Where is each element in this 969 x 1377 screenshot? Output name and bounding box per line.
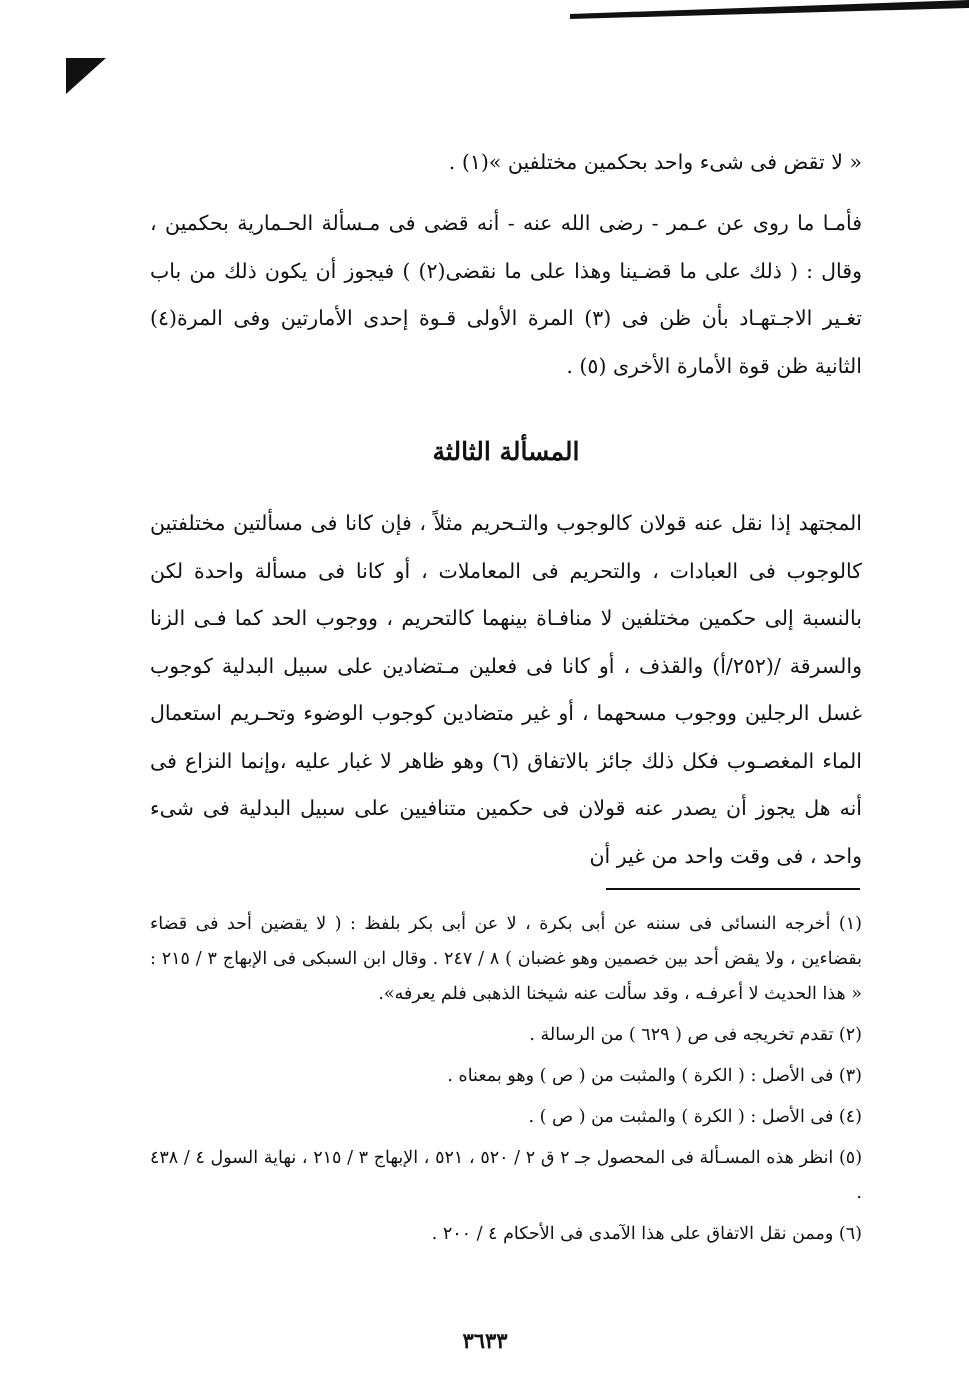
footnote-5: (٥) انظر هذه المسـألة فى المحصول جـ ٢ ق ٢ / ٥٢٠ ، ٥٢١ ، الإبهاج ٣ / ٢١٥ ، نهاية السول ٤ / ٤٣٨ . (150, 1148, 863, 1203)
section-heading: المسألة الثالثة (432, 437, 580, 466)
corner-triangle-mark-icon (66, 58, 106, 94)
scan-edge-bar (570, 0, 969, 19)
footnotes-list (150, 907, 862, 1258)
footnote-separator (606, 888, 860, 890)
paragraph-2: المجتهد إذا نقل عنه قولان كالوجوب والتـحريم مثلاً ، فإن كانا فى مسألتين مختلفتين كالوجوب فى العبادات ، والتحريم فى المعاملات ، أو كانا فى مسألة واحدة لكن بالنسبة إلى حكمين مختلفين لا منافـاة بينهما كالتحريم ، ووجوب الحد كما فـى الزنا والسرقة /(٢٥٢/أ) والقذف ، أو كانا فى فعلين مـتضادين على سبيل البدلية كوجوب غسل الرجلين ووجوب مسحهما ، أو غير متضادين كوجوب الوضوء وتحـريم استعمال الماء المغصـوب فكل ذلك جائز بالاتفاق (٦) وهو ظاهر لا غبار عليه ،وإنما النزاع فى أنه هل يجوز أن يصدر عنه قولان فى حكمين متنافيين على سبيل البدلية فى شىء واحد ، فى وقت واحد من غير أن (150, 511, 862, 868)
quote-line: « لا تقض فى شىء واحد بحكمين مختلفين »(١) . (448, 150, 862, 174)
footnote-4: (٤) فى الأصل : ( الكرة ) والمثبت من ( ص ) . (528, 1107, 862, 1127)
footnote-3: (٣) فى الأصل : ( الكرة ) والمثبت من ( ص ) وهو بمعناه . (447, 1066, 862, 1086)
footnote-2: (٢) تقدم تخريجه فى ص ( ٦٢٩ ) من الرسالة . (529, 1025, 862, 1045)
page-number: ٣٦٣٣ (462, 1328, 508, 1353)
footnote-6: (٦) وممن نقل الاتفاق على هذا الآمدى فى الأحكام ٤ / ٢٠٠ . (431, 1224, 862, 1244)
footnote-1: (١) أخرجه النسائى فى سننه عن أبى بكرة ، لا عن أبى بكر بلفظ : ( لا يقضين أحد فى قضاء بقضاءين ، ولا يقض أحد بين خصمين وهو غضبان ) ٨ / ٢٤٧ . وقال ابن السبكى فى الإبهاج ٣ / ٢١٥ : « هذا الحديث لا أعرفـه ، وقد سألت عنه شيخنا الذهبى فلم يعرفه». (150, 914, 862, 1004)
paragraph-1: فأمـا ما روى عن عـمر - رضى الله عنه - أنه قضى فى مـسألة الحـمارية بحكمين ، وقال : ( ذلك على ما قضـينا وهذا على ما نقضى(٢) ) فيجوز أن يكون ذلك من باب تغـير الاجـتهـاد بأن ظن فى (٣) المرة الأولى قـوة إحدى الأمارتين وفى المرة(٤) الثانية ظن قوة الأمارة الأخرى (٥) . (150, 211, 863, 378)
